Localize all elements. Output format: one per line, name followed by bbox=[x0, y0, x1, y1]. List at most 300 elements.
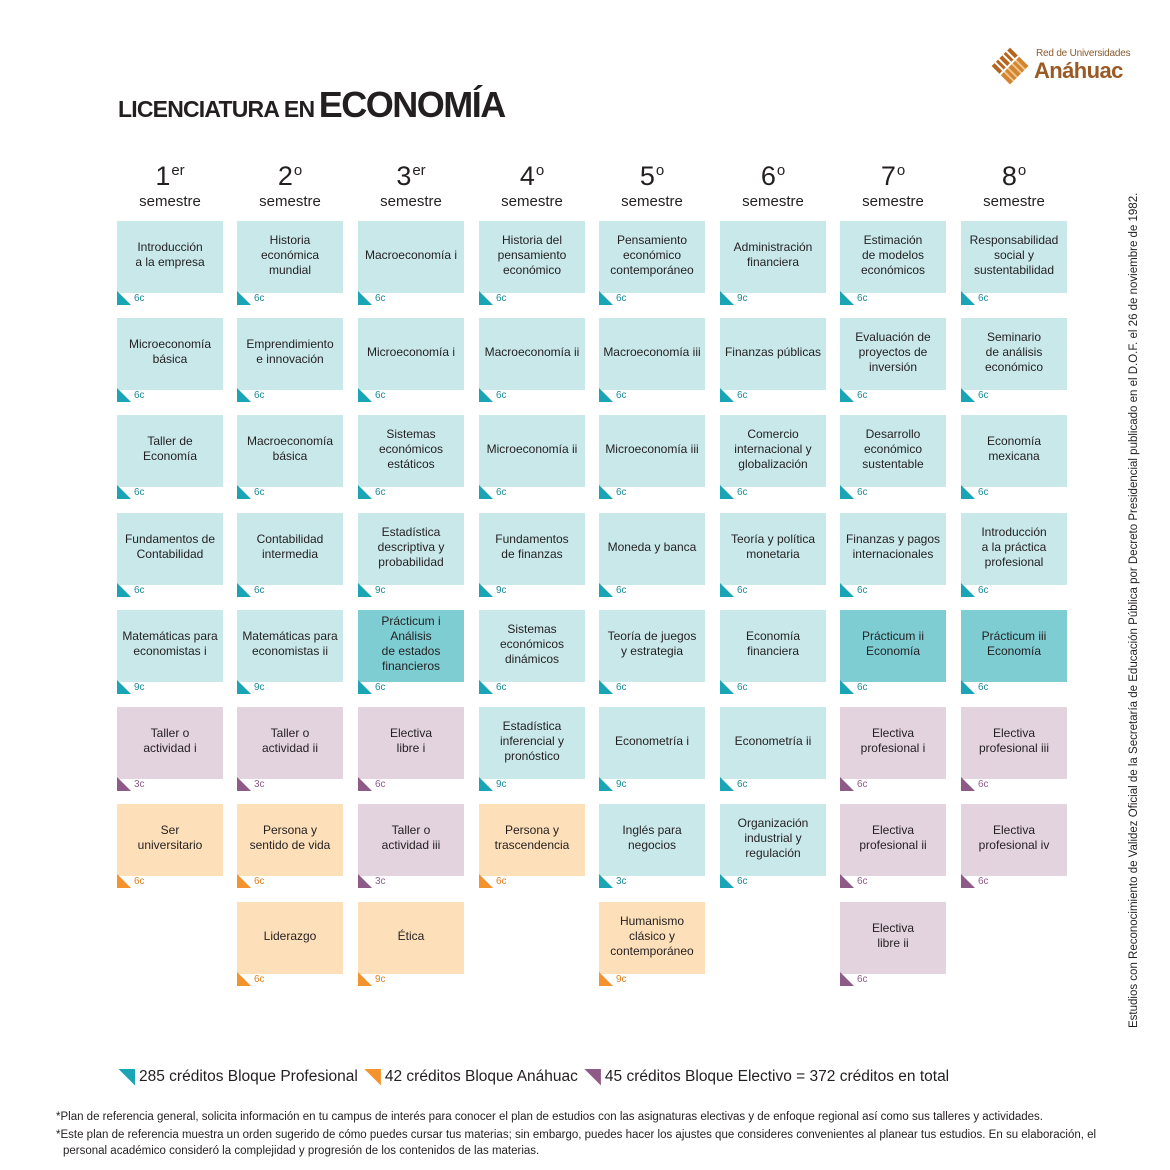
course-name: Emprendimiento e innovación bbox=[246, 337, 334, 366]
course-credits bbox=[237, 974, 265, 990]
course-name: Estadística inferencial y pronóstico bbox=[499, 718, 565, 763]
semester-number: 6$^o$ bbox=[760, 161, 786, 191]
credit-value: 9c bbox=[375, 585, 386, 596]
course-credits bbox=[117, 876, 145, 892]
anahuac-logo-icon bbox=[990, 46, 1030, 86]
credit-value: 6c bbox=[978, 487, 989, 498]
course-cell bbox=[479, 415, 585, 487]
course-cell bbox=[840, 610, 946, 682]
credit-corner-icon bbox=[720, 583, 734, 597]
course-name: Electiva libre ii bbox=[871, 921, 915, 950]
course-cell bbox=[720, 804, 826, 876]
credit-corner-icon bbox=[599, 972, 613, 986]
credit-value: 6c bbox=[254, 585, 265, 596]
course-name: Econometría i bbox=[614, 733, 690, 748]
course-name: Electiva profesional ii bbox=[859, 823, 927, 852]
credit-corner-icon bbox=[599, 291, 613, 305]
course-name: Contabilidad intermedia bbox=[256, 532, 324, 561]
course-name: Teoría de juegos y estrategia bbox=[607, 629, 697, 658]
credit-value: 6c bbox=[375, 682, 386, 693]
credit-value: 6c bbox=[134, 487, 145, 498]
credit-value: 6c bbox=[737, 585, 748, 596]
course-name: Microeconomía iii bbox=[605, 441, 699, 456]
course-name: Electiva profesional iii bbox=[978, 726, 1050, 755]
course-name: Persona y trascendencia bbox=[494, 823, 570, 852]
course-name: Electiva profesional iv bbox=[978, 823, 1050, 852]
electivo-legend-icon bbox=[584, 1069, 601, 1086]
credit-corner-icon bbox=[237, 388, 251, 402]
credit-value: 6c bbox=[737, 682, 748, 693]
credit-corner-icon bbox=[599, 583, 613, 597]
course-cell bbox=[358, 221, 464, 293]
course-credits bbox=[358, 585, 386, 601]
semester-header bbox=[599, 154, 705, 211]
credit-corner-icon bbox=[840, 874, 854, 888]
credit-corner-icon bbox=[599, 874, 613, 888]
course-credits bbox=[358, 293, 386, 309]
credit-corner-icon bbox=[358, 777, 372, 791]
title-program: ECONOMÍA bbox=[318, 84, 505, 125]
course-cell bbox=[237, 804, 343, 876]
credit-value: 9c bbox=[616, 779, 627, 790]
course-name: Historia económica mundial bbox=[260, 232, 320, 277]
credit-value: 6c bbox=[978, 779, 989, 790]
course-credits bbox=[840, 585, 868, 601]
course-name: Finanzas públicas bbox=[724, 344, 822, 359]
course-cell bbox=[840, 221, 946, 293]
credit-value: 6c bbox=[857, 876, 868, 887]
course-name: Comercio internacional y globalización bbox=[734, 426, 812, 471]
course-cell bbox=[961, 513, 1067, 585]
credit-corner-icon bbox=[479, 291, 493, 305]
credit-corner-icon bbox=[358, 485, 372, 499]
credit-value: 6c bbox=[375, 487, 386, 498]
credit-value: 6c bbox=[857, 390, 868, 401]
course-cell bbox=[117, 610, 223, 682]
course-name: Microeconomía básica bbox=[128, 337, 212, 366]
course-cell bbox=[961, 707, 1067, 779]
course-credits bbox=[479, 585, 507, 601]
course-credits bbox=[961, 682, 989, 698]
course-credits bbox=[840, 779, 868, 795]
course-credits bbox=[840, 682, 868, 698]
credit-value: 9c bbox=[496, 779, 507, 790]
course-credits bbox=[237, 779, 265, 795]
credit-value: 6c bbox=[134, 293, 145, 304]
credit-value: 6c bbox=[857, 974, 868, 985]
credit-value: 6c bbox=[857, 682, 868, 693]
semester-label: semestre bbox=[139, 193, 201, 210]
course-credits bbox=[479, 876, 507, 892]
credit-corner-icon bbox=[720, 388, 734, 402]
credit-corner-icon bbox=[840, 291, 854, 305]
course-credits bbox=[840, 487, 868, 503]
course-credits bbox=[358, 682, 386, 698]
course-credits bbox=[237, 390, 265, 406]
course-name: Ser universitario bbox=[137, 823, 203, 852]
course-cell bbox=[840, 804, 946, 876]
course-name: Electiva profesional i bbox=[860, 726, 926, 755]
credit-corner-icon bbox=[237, 972, 251, 986]
course-name: Prácticum i Análisis de estados financieros bbox=[381, 614, 441, 673]
course-credits bbox=[961, 390, 989, 406]
credit-value: 6c bbox=[254, 390, 265, 401]
course-credits bbox=[479, 390, 507, 406]
course-credits bbox=[840, 974, 868, 990]
credit-value: 3c bbox=[375, 876, 386, 887]
credit-corner-icon bbox=[237, 874, 251, 888]
course-cell bbox=[840, 318, 946, 390]
credit-value: 6c bbox=[496, 487, 507, 498]
course-cell bbox=[117, 415, 223, 487]
course-name: Organización industrial y regulación bbox=[737, 815, 809, 860]
credit-value: 6c bbox=[616, 390, 627, 401]
course-credits bbox=[720, 682, 748, 698]
course-cell bbox=[237, 707, 343, 779]
semester-number: 2$^o$ bbox=[277, 161, 303, 191]
credit-corner-icon bbox=[479, 777, 493, 791]
course-cell bbox=[117, 707, 223, 779]
course-name: Teoría y política monetaria bbox=[730, 532, 816, 561]
credit-value: 6c bbox=[978, 390, 989, 401]
credit-value: 6c bbox=[375, 390, 386, 401]
course-cell bbox=[599, 318, 705, 390]
course-credits bbox=[599, 682, 627, 698]
credit-value: 6c bbox=[737, 390, 748, 401]
footnote-1: *Plan de referencia general, solicita información en tu campus de interés para conocer el plan de estudios con las asignaturas electivas y de enfoque regional así como sus talleres y actividades. bbox=[56, 1111, 1044, 1123]
anahuac-logo bbox=[990, 44, 1131, 88]
course-name: Matemáticas para economistas ii bbox=[242, 629, 338, 658]
course-credits bbox=[720, 779, 748, 795]
course-credits bbox=[961, 876, 989, 892]
course-credits bbox=[117, 390, 145, 406]
course-credits bbox=[479, 487, 507, 503]
credit-corner-icon bbox=[358, 874, 372, 888]
credit-corner-icon bbox=[358, 972, 372, 986]
logo-university-name: Anáhuac bbox=[1034, 58, 1123, 83]
course-cell bbox=[358, 610, 464, 682]
course-credits bbox=[117, 779, 145, 795]
course-cell bbox=[720, 610, 826, 682]
course-name: Responsabilidad social y sustentabilidad bbox=[969, 232, 1059, 277]
course-name: Taller o actividad i bbox=[143, 726, 197, 755]
course-credits bbox=[237, 487, 265, 503]
credit-value: 6c bbox=[978, 293, 989, 304]
course-cell bbox=[840, 902, 946, 974]
course-cell bbox=[599, 513, 705, 585]
credit-corner-icon bbox=[840, 583, 854, 597]
credit-value: 6c bbox=[134, 876, 145, 887]
semester-header bbox=[237, 154, 343, 211]
course-name: Pensamiento económico contemporáneo bbox=[610, 232, 694, 277]
credit-corner-icon bbox=[961, 291, 975, 305]
semester-header bbox=[961, 154, 1067, 211]
credit-value: 6c bbox=[616, 293, 627, 304]
course-name: Finanzas y pagos internacionales bbox=[845, 532, 941, 561]
credit-corner-icon bbox=[117, 874, 131, 888]
credit-corner-icon bbox=[237, 583, 251, 597]
course-name: Economía mexicana bbox=[986, 434, 1042, 463]
course-name: Administración financiera bbox=[733, 240, 813, 269]
course-credits bbox=[237, 682, 265, 698]
course-name: Persona y sentido de vida bbox=[249, 823, 331, 852]
semester-header bbox=[479, 154, 585, 211]
course-cell bbox=[237, 902, 343, 974]
credit-corner-icon bbox=[358, 680, 372, 694]
course-cell bbox=[720, 415, 826, 487]
credit-value: 6c bbox=[134, 390, 145, 401]
semester-number: 8$^o$ bbox=[1001, 161, 1027, 191]
course-name: Sistemas económicos estáticos bbox=[378, 426, 444, 471]
course-credits bbox=[599, 390, 627, 406]
course-credits bbox=[720, 390, 748, 406]
credit-corner-icon bbox=[840, 972, 854, 986]
course-cell bbox=[599, 415, 705, 487]
course-name: Macroeconomía ii bbox=[484, 344, 580, 359]
course-name: Desarrollo económico sustentable bbox=[862, 426, 924, 471]
course-credits bbox=[599, 293, 627, 309]
semester-label: semestre bbox=[501, 193, 563, 210]
anahuac-legend-icon bbox=[364, 1069, 381, 1086]
credit-corner-icon bbox=[117, 291, 131, 305]
credit-value: 6c bbox=[857, 585, 868, 596]
course-cell bbox=[599, 902, 705, 974]
credit-corner-icon bbox=[237, 291, 251, 305]
credit-corner-icon bbox=[840, 680, 854, 694]
credit-corner-icon bbox=[840, 777, 854, 791]
credit-corner-icon bbox=[961, 583, 975, 597]
semester-label: semestre bbox=[983, 193, 1045, 210]
course-credits bbox=[358, 390, 386, 406]
semester-header bbox=[117, 154, 223, 211]
credit-value: 3c bbox=[254, 779, 265, 790]
credit-value: 9c bbox=[254, 682, 265, 693]
course-credits bbox=[237, 876, 265, 892]
credits-legend bbox=[118, 1068, 955, 1086]
course-name: Estimación de modelos económicos bbox=[860, 232, 926, 277]
credit-value: 9c bbox=[496, 585, 507, 596]
course-credits bbox=[599, 876, 627, 892]
credit-value: 9c bbox=[375, 974, 386, 985]
credit-value: 6c bbox=[134, 585, 145, 596]
credit-corner-icon bbox=[599, 777, 613, 791]
course-cell bbox=[720, 318, 826, 390]
course-credits bbox=[358, 779, 386, 795]
course-name: Humanismo clásico y contemporáneo bbox=[610, 913, 694, 958]
credit-value: 6c bbox=[616, 682, 627, 693]
course-credits bbox=[720, 487, 748, 503]
course-name: Macroeconomía básica bbox=[246, 434, 334, 463]
credit-value: 6c bbox=[857, 779, 868, 790]
course-name: Microeconomía ii bbox=[486, 441, 578, 456]
course-cell bbox=[840, 707, 946, 779]
semester-number: 1er bbox=[155, 161, 185, 191]
legend-anahuac: 42 créditos Bloque Anáhuac bbox=[384, 1068, 578, 1085]
course-name: Taller de Economía bbox=[142, 434, 198, 463]
course-cell bbox=[358, 902, 464, 974]
course-credits bbox=[599, 585, 627, 601]
course-name: Ética bbox=[397, 928, 425, 943]
course-name: Taller o actividad ii bbox=[261, 726, 319, 755]
course-cell bbox=[358, 707, 464, 779]
course-cell bbox=[237, 318, 343, 390]
course-name: Introducción a la práctica profesional bbox=[981, 524, 1047, 569]
course-name: Economía financiera bbox=[745, 629, 801, 658]
course-cell bbox=[117, 513, 223, 585]
course-credits bbox=[840, 293, 868, 309]
course-credits bbox=[237, 293, 265, 309]
course-cell bbox=[237, 513, 343, 585]
course-cell bbox=[237, 221, 343, 293]
credit-value: 6c bbox=[737, 487, 748, 498]
course-name: Inglés para negocios bbox=[622, 823, 682, 852]
credit-value: 6c bbox=[496, 390, 507, 401]
course-cell bbox=[479, 610, 585, 682]
credit-corner-icon bbox=[961, 874, 975, 888]
credit-value: 6c bbox=[254, 974, 265, 985]
credit-value: 6c bbox=[978, 585, 989, 596]
course-credits bbox=[117, 682, 145, 698]
credit-corner-icon bbox=[117, 680, 131, 694]
credit-corner-icon bbox=[961, 680, 975, 694]
credit-value: 6c bbox=[616, 487, 627, 498]
credit-value: 9c bbox=[737, 293, 748, 304]
course-name: Sistemas económicos dinámicos bbox=[499, 621, 565, 666]
credit-value: 6c bbox=[737, 876, 748, 887]
course-name: Prácticum ii Economía bbox=[861, 629, 924, 658]
course-credits bbox=[720, 293, 748, 309]
credit-corner-icon bbox=[237, 485, 251, 499]
course-name: Econometría ii bbox=[734, 733, 812, 748]
credit-corner-icon bbox=[237, 680, 251, 694]
credit-value: 6c bbox=[254, 487, 265, 498]
credit-value: 6c bbox=[254, 293, 265, 304]
course-name: Macroeconomía i bbox=[364, 247, 458, 262]
credit-value: 6c bbox=[496, 876, 507, 887]
semester-label: semestre bbox=[742, 193, 804, 210]
course-cell bbox=[961, 221, 1067, 293]
course-credits bbox=[720, 876, 748, 892]
course-credits bbox=[961, 293, 989, 309]
course-name: Liderazgo bbox=[263, 928, 317, 943]
credit-corner-icon bbox=[117, 388, 131, 402]
course-credits bbox=[237, 585, 265, 601]
course-cell bbox=[840, 415, 946, 487]
credit-corner-icon bbox=[117, 485, 131, 499]
credit-corner-icon bbox=[117, 583, 131, 597]
credit-corner-icon bbox=[479, 485, 493, 499]
credit-value: 9c bbox=[616, 974, 627, 985]
title-degree: LICENCIATURA EN bbox=[118, 96, 315, 122]
course-credits bbox=[599, 779, 627, 795]
credit-corner-icon bbox=[720, 680, 734, 694]
credit-value: 3c bbox=[616, 876, 627, 887]
credit-corner-icon bbox=[358, 583, 372, 597]
semester-header bbox=[720, 154, 826, 211]
semester-label: semestre bbox=[380, 193, 442, 210]
credit-corner-icon bbox=[358, 388, 372, 402]
course-cell bbox=[599, 221, 705, 293]
course-name: Seminario de análisis económico bbox=[984, 329, 1044, 374]
credit-value: 6c bbox=[857, 487, 868, 498]
course-cell bbox=[720, 513, 826, 585]
semester-number: 7$^o$ bbox=[880, 161, 906, 191]
credit-corner-icon bbox=[720, 485, 734, 499]
course-name: Prácticum iii Economía bbox=[981, 629, 1047, 658]
course-credits bbox=[358, 876, 386, 892]
credit-value: 9c bbox=[134, 682, 145, 693]
semester-label: semestre bbox=[621, 193, 683, 210]
course-cell bbox=[720, 221, 826, 293]
legend-profesional: 285 créditos Bloque Profesional bbox=[139, 1068, 358, 1085]
course-credits bbox=[479, 293, 507, 309]
credit-value: 6c bbox=[496, 293, 507, 304]
semester-header bbox=[358, 154, 464, 211]
credit-corner-icon bbox=[720, 291, 734, 305]
course-name: Historia del pensamiento económico bbox=[497, 232, 567, 277]
course-name: Electiva libre i bbox=[389, 726, 433, 755]
credit-corner-icon bbox=[840, 388, 854, 402]
course-credits bbox=[961, 487, 989, 503]
semester-number: 3er bbox=[396, 161, 426, 191]
course-cell bbox=[237, 610, 343, 682]
course-cell bbox=[961, 804, 1067, 876]
credit-value: 6c bbox=[737, 779, 748, 790]
course-credits bbox=[117, 487, 145, 503]
semester-label: semestre bbox=[259, 193, 321, 210]
credit-corner-icon bbox=[599, 485, 613, 499]
course-name: Introducción a la empresa bbox=[135, 240, 205, 269]
course-credits bbox=[840, 876, 868, 892]
course-cell bbox=[117, 804, 223, 876]
course-cell bbox=[479, 318, 585, 390]
course-cell bbox=[599, 707, 705, 779]
rvoe-side-note: Estudios con Reconocimiento de Validez Oficial de la Secretaría de Educación Pública por Decreto Presidencial publicado en el D.O.F. el 26 de noviembre de 1982. bbox=[1128, 192, 1140, 1028]
course-cell bbox=[599, 804, 705, 876]
course-credits bbox=[599, 487, 627, 503]
credit-corner-icon bbox=[599, 680, 613, 694]
course-name: Moneda y banca bbox=[607, 539, 697, 554]
course-cell bbox=[358, 804, 464, 876]
credit-corner-icon bbox=[599, 388, 613, 402]
credit-corner-icon bbox=[117, 777, 131, 791]
credit-corner-icon bbox=[961, 388, 975, 402]
course-name: Evaluación de proyectos de inversión bbox=[855, 329, 931, 374]
credit-value: 6c bbox=[978, 876, 989, 887]
course-credits bbox=[599, 974, 627, 990]
course-credits bbox=[479, 682, 507, 698]
credit-value: 3c bbox=[134, 779, 145, 790]
logo-network-label: Red de Universidades bbox=[1036, 48, 1131, 59]
course-cell bbox=[358, 318, 464, 390]
credit-value: 6c bbox=[254, 876, 265, 887]
semester-label: semestre bbox=[862, 193, 924, 210]
footnote-2: *Este plan de referencia muestra un orden sugerido de cómo puedes cursar tus materias; sin embargo, puedes hacer los ajustes que consideres convenientes al planear tus estudios. En su elaboración, el bbox=[56, 1129, 1097, 1141]
course-name: Estadística descriptiva y probabilidad bbox=[377, 524, 445, 569]
course-credits bbox=[479, 779, 507, 795]
footnote-2-cont: personal académico consideró la complejidad y progresión de los contenidos de las materias. bbox=[63, 1145, 540, 1157]
page-title bbox=[118, 84, 505, 126]
credit-corner-icon bbox=[479, 388, 493, 402]
course-credits bbox=[117, 293, 145, 309]
course-credits bbox=[961, 585, 989, 601]
credit-corner-icon bbox=[479, 680, 493, 694]
course-name: Macroeconomía iii bbox=[603, 344, 701, 359]
credit-value: 6c bbox=[616, 585, 627, 596]
course-cell bbox=[840, 513, 946, 585]
credit-value: 6c bbox=[375, 779, 386, 790]
course-credits bbox=[961, 779, 989, 795]
